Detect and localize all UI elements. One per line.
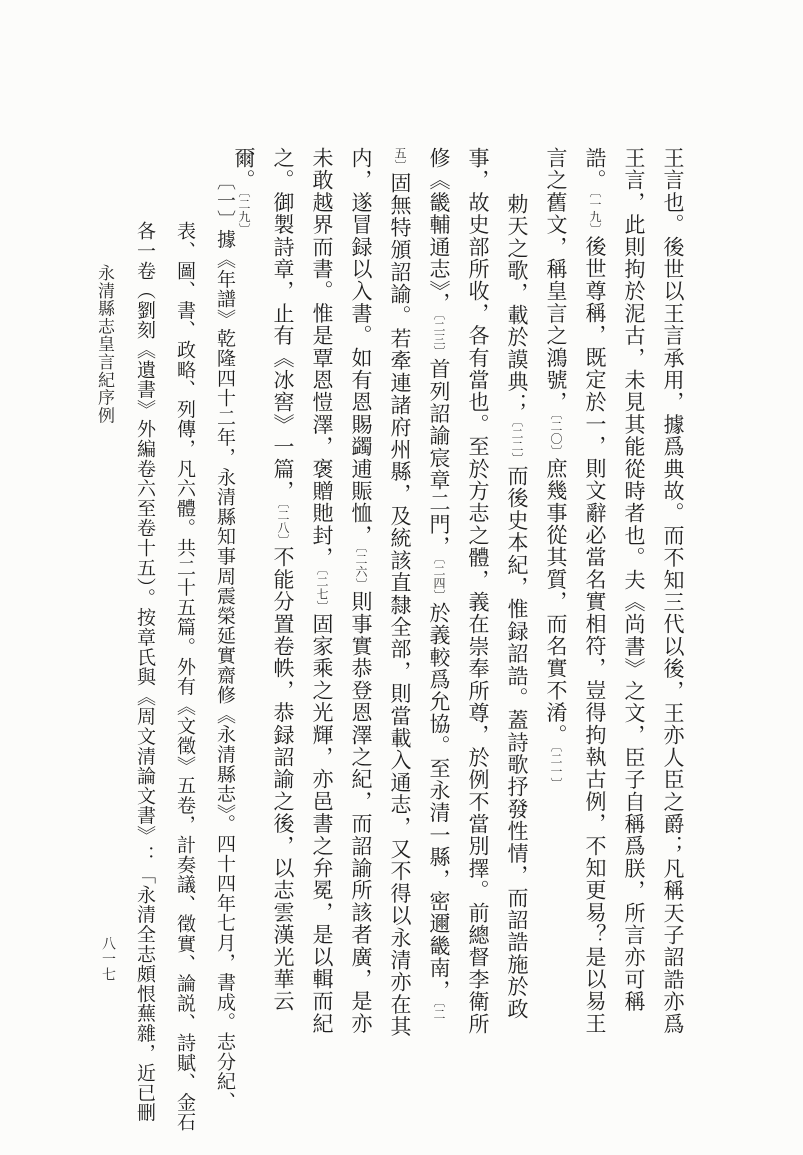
footnote-number: 〔一〕 bbox=[214, 171, 235, 230]
paragraph: 勅天之歌，載於謨典；〔二二〕而後史本紀，惟録詔誥。蓋詩歌抒發性情，而詔誥施於政事，故史部所收，各有當也。至於方志之體，義在崇奉所尊，於例不當別擇。前總督李衛所修《畿輔通志》，〔二三〕首列詔諭宸章二門，〔二四〕於義較爲允協。至永清一縣，密邇畿南，〔二五〕固無特頒詔諭。若牽連諸府州縣，及統該直隸全部，則當載入通志，又不得以永清亦在其内，遂冒録以入書。如有恩賜蠲逋賑恤，〔二六〕則事實恭登恩澤之紀，而詔諭所該者廣，是亦未敢越界而書。惟是覃恩愷澤，褒贈貤封，〔二七〕固家乘之光輝，亦邑書之弁冕，是以輯而紀之。御製詩章，止有《冰窖》一篇，〔二八〕不能分置卷帙，恭録詔諭之後，以志雲漢光華云爾。〔二九〕 bbox=[232, 147, 529, 1038]
page-number: 八一七 bbox=[100, 936, 115, 983]
note-reference: 〔二六〕 bbox=[354, 546, 368, 591]
note-reference: 〔二五〕 bbox=[393, 147, 446, 1021]
note-reference: 〔二二〕 bbox=[510, 415, 524, 465]
footnote-block bbox=[124, 171, 244, 1133]
note-reference: 〔二四〕 bbox=[432, 557, 446, 602]
note-reference: 〔二三〕 bbox=[432, 314, 446, 359]
note-reference: 〔二八〕 bbox=[276, 502, 290, 547]
note-reference: 〔一九〕 bbox=[588, 191, 602, 236]
running-title: 永清縣志皇言紀序例 bbox=[95, 264, 114, 425]
note-reference: 〔二七〕 bbox=[315, 568, 329, 613]
main-text-block bbox=[224, 147, 692, 1039]
paragraph: 王言也。後世以王言承用，據爲典故。而不知三代以後，王亦人臣之爵；凡稱天子詔誥亦爲王言，此則拘於泥古，未見其能從時者也。夫《尚書》之文，臣子自稱爲朕，所言亦可稱誥。〔一九〕後世尊稱，既定於一，則文辭必當名實相符，豈得拘執古例，不知更易？是以易王言之舊文，稱皇言之鴻號，〔二〇〕庶幾事從其質，而名實不淆。〔二一〕 bbox=[544, 147, 685, 1035]
note-reference: 〔二一〕 bbox=[549, 746, 563, 791]
footnote bbox=[124, 171, 244, 1133]
note-reference: 〔二九〕 bbox=[237, 191, 251, 236]
note-reference: 〔二〇〕 bbox=[549, 413, 563, 458]
footnote-text: 據《年譜》乾隆四十二年，永清縣知事周震榮延實齋修《永清縣志》。四十四年七月，書成。志分紀、表、圖、書、政略、列傳，凡六體。共二十五篇。外有《文徵》五卷，計奏議、徵實、論説、詩賦、金石各一卷（劉刻《遺書》外編卷六至卷十五）。按章氏與《周文清論文書》：「永清全志頗恨蕪雜，近已刪 bbox=[134, 221, 235, 1132]
